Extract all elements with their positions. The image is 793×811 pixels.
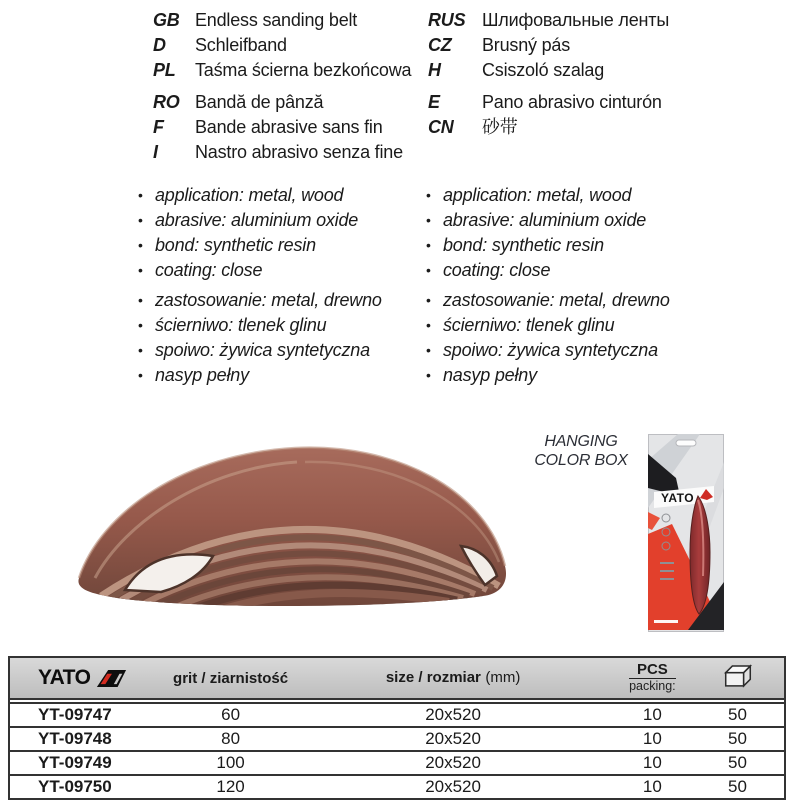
spec-item (138, 338, 382, 363)
spec-text: ścierniwo: tlenek glinu (155, 315, 327, 335)
language-code: CN (428, 117, 454, 137)
spec-list-left (138, 183, 382, 388)
box-qty-value: 50 (728, 729, 747, 748)
language-name: Bandă de pânză (195, 92, 324, 112)
bullet-icon: • (426, 237, 431, 253)
spec-text: abrasive: aluminium oxide (155, 210, 359, 230)
language-row (428, 58, 669, 83)
yato-brand-text: YATO (38, 666, 91, 689)
size-header-bold: size / rozmiar (385, 669, 481, 686)
bullet-icon: • (138, 187, 143, 203)
color-box-image (648, 434, 724, 632)
language-row (153, 58, 411, 83)
spec-item (138, 258, 382, 283)
package-photo-color-box (648, 434, 724, 632)
language-row (153, 33, 411, 58)
table-row (10, 750, 784, 774)
product-photo-sanding-belts (65, 428, 520, 630)
language-row (428, 33, 669, 58)
product-code: YT-09747 (38, 705, 112, 724)
language-name: Brusný pás (482, 35, 571, 55)
spec-text: nasyp pełny (155, 365, 249, 385)
spec-text: bond: synthetic resin (155, 235, 316, 255)
language-code: GB (153, 10, 180, 30)
language-row (153, 115, 411, 140)
spec-text: application: metal, wood (155, 185, 344, 205)
language-name: Pano abrasivo cinturón (482, 92, 662, 112)
language-code: RO (153, 92, 180, 112)
language-list-right (428, 8, 669, 140)
box-qty-value: 50 (728, 777, 747, 796)
language-name: Schleifband (195, 35, 287, 55)
packaging-note (516, 432, 646, 470)
language-row (428, 90, 669, 115)
carton-box-icon (721, 662, 755, 689)
bullet-icon: • (426, 212, 431, 228)
table-header-box (691, 662, 784, 694)
spec-item (426, 288, 670, 313)
box-qty-value: 50 (728, 753, 747, 772)
language-name: Csiszoló szalag (482, 60, 605, 80)
product-code: YT-09748 (38, 729, 112, 748)
language-row (153, 8, 411, 33)
language-code: I (153, 142, 158, 162)
spec-text: zastosowanie: metal, drewno (155, 290, 382, 310)
table-header-brand (10, 666, 169, 690)
spec-item (138, 233, 382, 258)
spec-text: ścierniwo: tlenek glinu (443, 315, 615, 335)
grit-value: 120 (216, 777, 245, 796)
pcs-value: 10 (642, 777, 662, 796)
language-code: F (153, 117, 164, 137)
pcs-value: 10 (642, 705, 662, 724)
table-row (10, 774, 784, 798)
table-row (10, 726, 784, 750)
language-name: Шлифовальные ленты (482, 10, 670, 30)
spec-item (138, 183, 382, 208)
spec-text: zastosowanie: metal, drewno (443, 290, 670, 310)
spec-item (426, 183, 670, 208)
bullet-icon: • (426, 262, 431, 278)
spec-item (138, 208, 382, 233)
bullet-icon: • (138, 262, 143, 278)
table-header-pcs (614, 661, 691, 695)
spec-text: bond: synthetic resin (443, 235, 604, 255)
packaging-note-line1: HANGING (544, 433, 618, 450)
table-header-row (10, 658, 784, 700)
language-code: E (428, 92, 440, 112)
sanding-belt-stack-image (65, 428, 520, 630)
yato-logo-icon (95, 667, 127, 690)
size-value: 20x520 (425, 753, 481, 772)
language-code: H (428, 60, 441, 80)
spec-text: spoiwo: żywica syntetyczna (443, 340, 658, 360)
spec-item (426, 363, 670, 388)
bullet-icon: • (426, 367, 431, 383)
spec-item (138, 363, 382, 388)
size-value: 20x520 (425, 705, 481, 724)
grit-value: 60 (221, 705, 241, 724)
spec-item (426, 338, 670, 363)
spec-item (426, 208, 670, 233)
bullet-icon: • (426, 292, 431, 308)
spec-text: coating: close (443, 260, 551, 280)
bullet-icon: • (426, 187, 431, 203)
size-value: 20x520 (425, 777, 481, 796)
spec-text: application: metal, wood (443, 185, 632, 205)
packing-label: packing: (629, 679, 676, 693)
product-table (8, 656, 786, 800)
bullet-icon: • (426, 342, 431, 358)
spec-list-right (426, 183, 670, 388)
pcs-label: PCS (629, 661, 676, 679)
size-value: 20x520 (425, 729, 481, 748)
language-row (153, 140, 411, 165)
pcs-value: 10 (642, 729, 662, 748)
spec-item (426, 258, 670, 283)
bullet-icon: • (138, 237, 143, 253)
package-brand-text: YATO (661, 491, 695, 505)
spec-item (138, 313, 382, 338)
spec-item (426, 313, 670, 338)
language-name: Endless sanding belt (195, 10, 358, 30)
spec-text: coating: close (155, 260, 263, 280)
size-header-unit: (mm) (485, 669, 521, 686)
product-code: YT-09749 (38, 753, 112, 772)
table-header-grit: grit / ziarnistość (173, 669, 289, 687)
spec-text: spoiwo: żywica syntetyczna (155, 340, 370, 360)
hang-slot-icon (676, 440, 696, 446)
language-row (153, 90, 411, 115)
bullet-icon: • (138, 367, 143, 383)
table-row (10, 702, 784, 726)
pcs-value: 10 (642, 753, 662, 772)
spec-item (426, 233, 670, 258)
language-code: RUS (428, 10, 466, 30)
language-list-left (153, 8, 411, 165)
language-name: Nastro abrasivo senza fine (195, 142, 403, 162)
language-row (428, 8, 669, 33)
spec-text: nasyp pełny (443, 365, 537, 385)
packaging-note-line2: COLOR BOX (534, 452, 628, 469)
bullet-icon: • (138, 292, 143, 308)
bullet-icon: • (426, 317, 431, 333)
language-name: Taśma ścierna bezkońcowa (195, 60, 412, 80)
bullet-icon: • (138, 212, 143, 228)
language-code: D (153, 35, 166, 55)
product-code: YT-09750 (38, 777, 112, 796)
bullet-icon: • (138, 342, 143, 358)
spec-text: abrasive: aluminium oxide (443, 210, 647, 230)
spec-item (138, 288, 382, 313)
language-row (428, 115, 669, 140)
box-qty-value: 50 (728, 705, 747, 724)
language-code: CZ (428, 35, 452, 55)
grit-value: 80 (221, 729, 241, 748)
table-header-size (292, 669, 613, 687)
language-name: 砂带 (482, 117, 518, 137)
bullet-icon: • (138, 317, 143, 333)
grit-value: 100 (216, 753, 245, 772)
language-code: PL (153, 60, 176, 80)
language-name: Bande abrasive sans fin (195, 117, 383, 137)
